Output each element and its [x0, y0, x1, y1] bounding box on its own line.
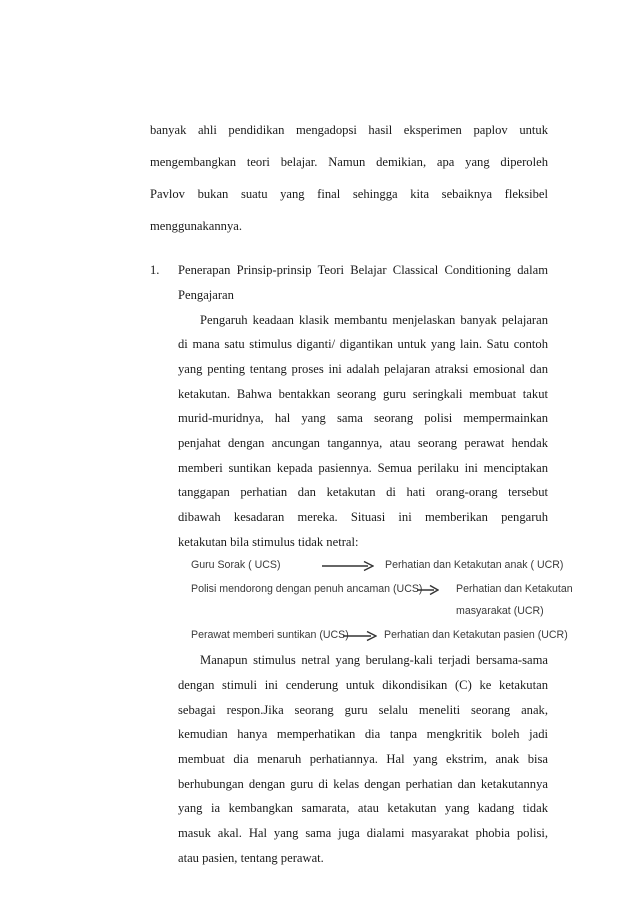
- paragraph-line: dibawah kesadaran mereka. Situasi ini memberikan pengaruh: [178, 510, 548, 524]
- section-number: 1.: [150, 263, 160, 277]
- paragraph-line: di mana satu stimulus diganti/ digantikan untuk yang lain. Satu contoh: [178, 337, 548, 351]
- paragraph-line: Pengaruh keadaan klasik membantu menjelaskan banyak pelajaran: [200, 313, 548, 327]
- arrow-right-icon: [417, 584, 439, 596]
- diagram-response-2: Perhatian dan Ketakutan: [456, 583, 573, 595]
- intro-line: Pavlov bukan suatu yang final sehingga kita sebaiknya fleksibel: [150, 187, 548, 201]
- paragraph-line: membuat dia menaruh perhatiannya. Hal yang ekstrim, anak bisa: [178, 752, 548, 766]
- arrow-right-icon: [322, 560, 374, 572]
- intro-line: mengembangkan teori belajar. Namun demikian, apa yang diperoleh: [150, 155, 548, 169]
- paragraph-line: berhubungan dengan guru di kelas dengan perhatian dan ketakutannya: [178, 777, 548, 791]
- paragraph-line: dengan stimuli ini cenderung untuk dikondisikan (C) ke ketakutan: [178, 678, 548, 692]
- paragraph-line: ketakutan. Bahwa bentakkan seorang guru seringkali membuat takut: [178, 387, 548, 401]
- section-heading-line: Pengajaran: [178, 288, 234, 302]
- diagram-response-3: Perhatian dan Ketakutan pasien (UCR): [384, 629, 568, 641]
- diagram-response-1: Perhatian dan Ketakutan anak ( UCR): [385, 559, 564, 571]
- diagram-stimulus-2: Polisi mendorong dengan penuh ancaman (UCS): [191, 583, 423, 595]
- paragraph-line: masuk akal. Hal yang sama juga dialami masyarakat phobia polisi,: [178, 826, 548, 840]
- diagram-response-2-cont: masyarakat (UCR): [456, 605, 544, 617]
- paragraph-line: murid-muridnya, hal yang sama seorang polisi mempermainkan: [178, 411, 548, 425]
- paragraph-line: tanggapan perhatian dan ketakutan di hati orang-orang tersebut: [178, 485, 548, 499]
- diagram-stimulus-1: Guru Sorak ( UCS): [191, 559, 281, 571]
- paragraph-line: yang ia kembangkan samarata, atau ketakutan yang kadang tidak: [178, 801, 548, 815]
- paragraph-line: memberi suntikan kepada pasiennya. Semua perilaku ini menciptakan: [178, 461, 548, 475]
- paragraph-line: sebagai respon.Jika seorang guru selalu meneliti seorang anak,: [178, 703, 548, 717]
- intro-line: banyak ahli pendidikan mengadopsi hasil eksperimen paplov untuk: [150, 123, 548, 137]
- intro-line: menggunakannya.: [150, 219, 242, 233]
- paragraph-line: yang penting tentang proses ini adalah pelajaran atraksi emosional dan: [178, 362, 548, 376]
- section-heading-line: Penerapan Prinsip-prinsip Teori Belajar Classical Conditioning dalam: [178, 263, 548, 277]
- arrow-right-icon: [343, 630, 377, 642]
- diagram-stimulus-3: Perawat memberi suntikan (UCS): [191, 629, 349, 641]
- paragraph-line: atau pasien, tentang perawat.: [178, 851, 324, 865]
- paragraph-line: Manapun stimulus netral yang berulang-kali terjadi bersama-sama: [200, 653, 548, 667]
- paragraph-line: kemudian hanya memperhatikan dia tanpa mengkritik boleh jadi: [178, 727, 548, 741]
- paragraph-line: ketakutan bila stimulus tidak netral:: [178, 535, 359, 549]
- paragraph-line: penjahat dengan ancungan tangannya, atau seorang perawat hendak: [178, 436, 548, 450]
